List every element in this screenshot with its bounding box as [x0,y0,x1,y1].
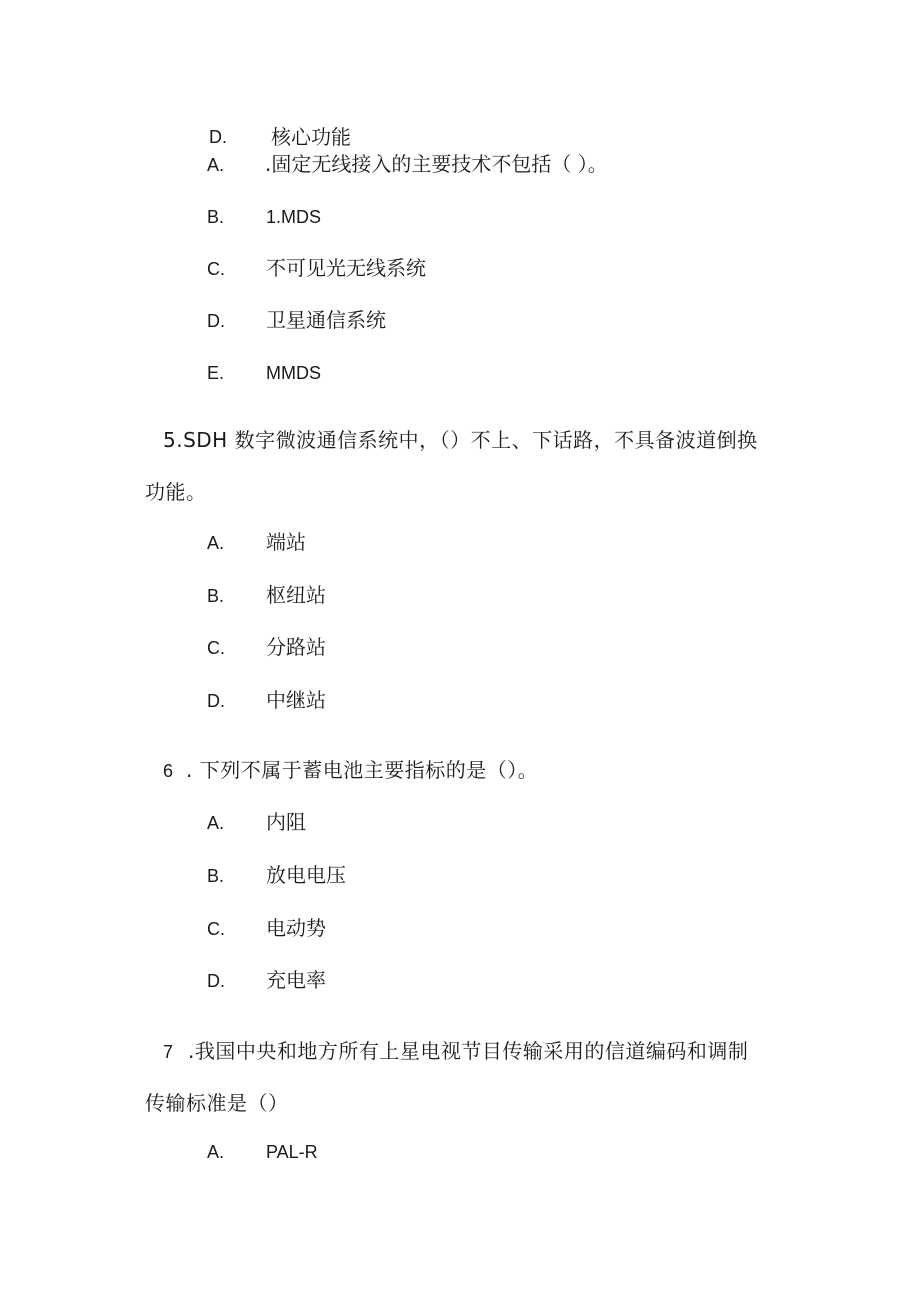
option-text: 卫星通信系统 [266,308,386,332]
option-label: D. [207,691,225,711]
option-text: 枢纽站 [266,583,326,607]
option-label: D. [207,971,225,991]
option-label: B. [207,586,225,606]
option-text: 电动势 [266,916,326,940]
option-text: MMDS [266,363,321,383]
question-number: 6 [163,761,174,781]
option-text: 端站 [266,530,306,554]
option-label: D. [209,127,227,147]
option-label: C. [207,259,225,279]
option-label: B. [207,866,225,886]
option-label: A. [207,533,225,553]
question-stem-line: 传输标准是（） [145,1091,289,1115]
option-text: 分路站 [266,635,326,659]
question-stem-line: .我国中央和地方所有上星电视节目传输采用的信道编码和调制 [188,1039,749,1063]
option-label: C. [207,638,225,658]
option-label: B. [207,207,225,227]
question-stem-line: 功能。 [145,480,207,504]
option-text: 1.MDS [266,207,322,227]
question-4-stem: .固定无线接入的主要技术不包括（ ）。 [265,152,608,176]
option-label: A. [207,813,225,833]
option-text: 内阻 [266,810,306,834]
option-label: C. [207,919,225,939]
option-label: A. [207,1142,225,1162]
option-text: 充电率 [266,968,326,992]
question-stem-line: 5.SDH 数字微波通信系统中，（）不上、下话路，不具备波道倒换 [163,428,758,452]
question-stem-line: . 下列不属于蓄电池主要指标的是（）。 [186,758,539,782]
option-label: D. [207,311,225,331]
question-number: 7 [163,1042,174,1062]
option-text: 放电电压 [266,863,346,887]
option-text: PAL-R [266,1142,318,1162]
option-text: 核心功能 [271,125,351,149]
option-text: 中继站 [266,688,326,712]
option-text: 不可见光无线系统 [266,256,426,280]
option-label: A. [207,155,225,175]
option-label: E. [207,363,225,383]
